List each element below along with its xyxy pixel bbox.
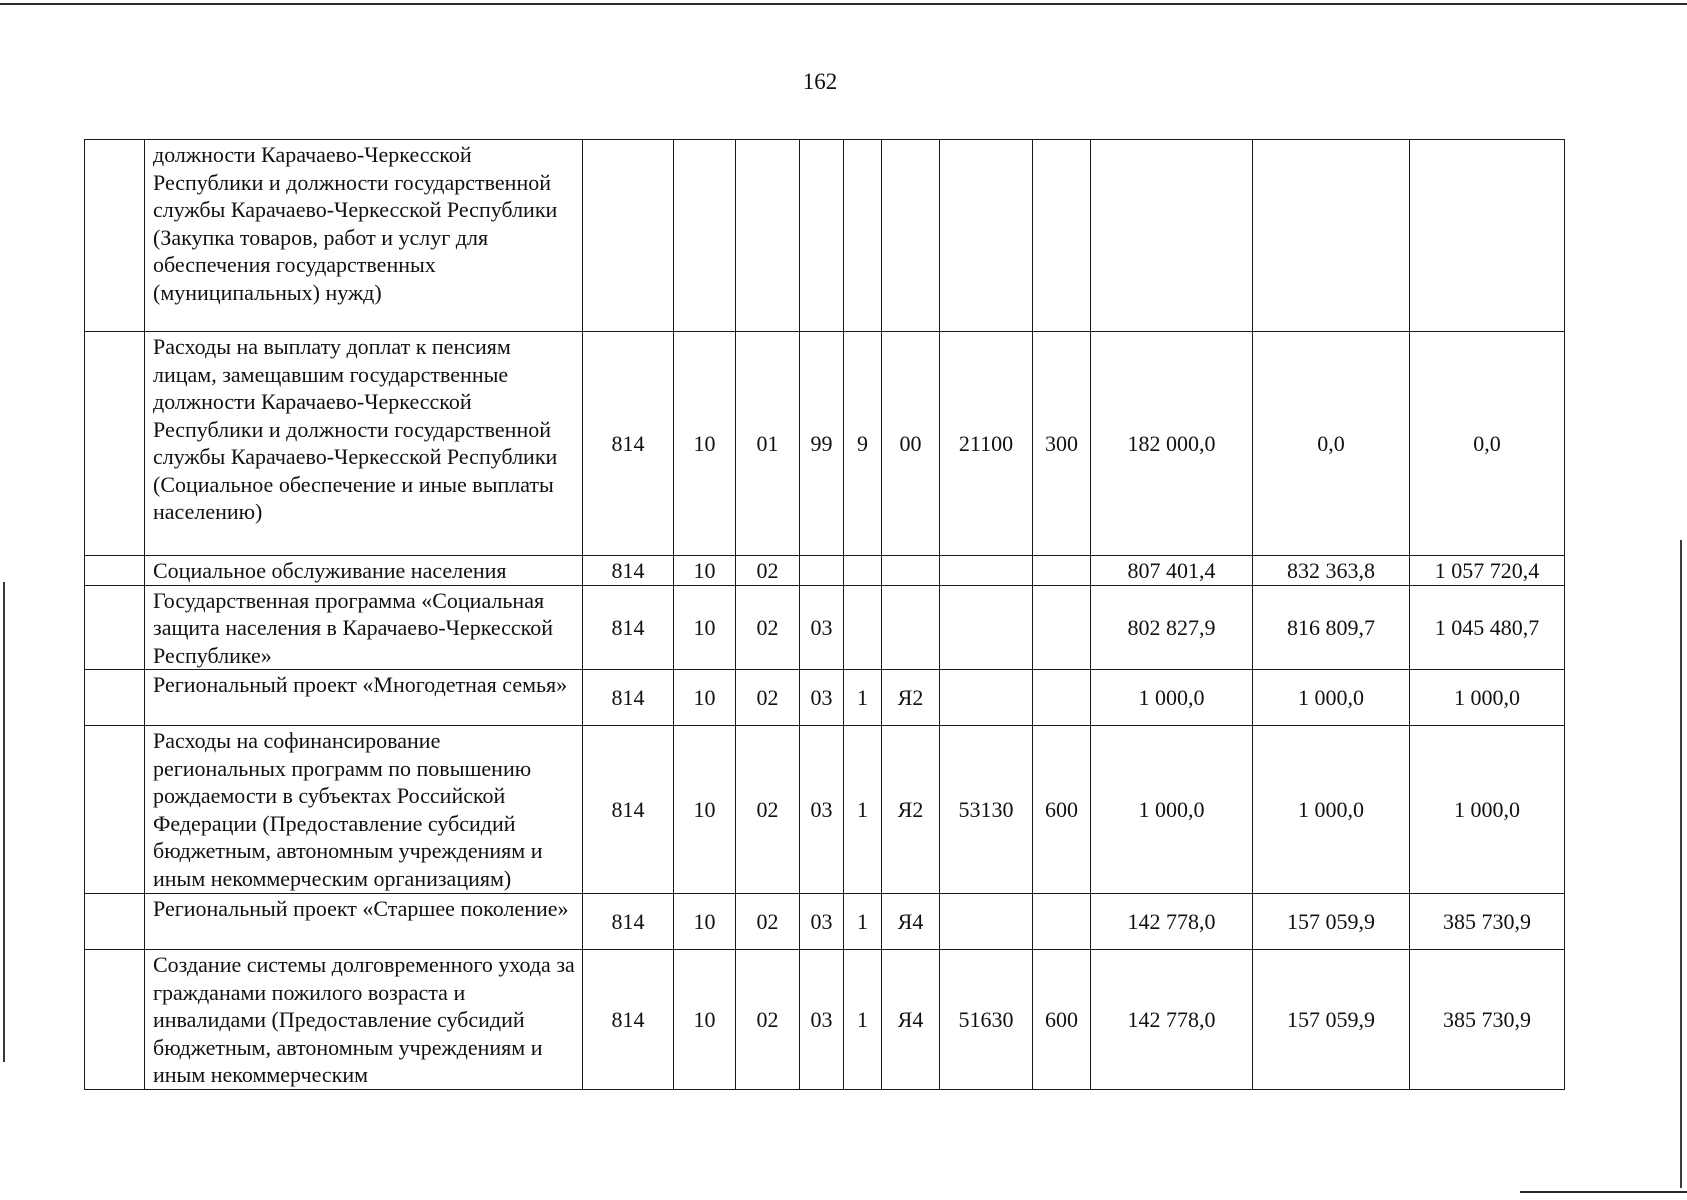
- item-name-cell: Государственная программа «Социальная защита населения в Карачаево-Черкесской Республике»: [145, 585, 583, 670]
- program-code-cell: 03: [800, 670, 844, 726]
- page-number: 162: [802, 69, 838, 94]
- rz-code-cell: 10: [674, 585, 736, 670]
- amount-year1-cell: 142 778,0: [1091, 894, 1253, 950]
- event-code-cell: 00: [882, 332, 940, 556]
- program-code-cell: [800, 556, 844, 586]
- vr-code-cell: 300: [1033, 332, 1091, 556]
- amount-year1-cell: 1 000,0: [1091, 726, 1253, 894]
- subprogram-code-cell: 1: [844, 950, 882, 1090]
- subprogram-code-cell: [844, 140, 882, 332]
- gr-code-cell: 814: [583, 950, 674, 1090]
- table-row: [85, 950, 1565, 1090]
- item-name-cell: Создание системы долговременного ухода за гражданами пожилого возраста и инвалидами (Предоставление субсидий бюджетным, автономным учреждениям и иным некоммерческим: [145, 950, 583, 1090]
- amount-year1-cell: 182 000,0: [1091, 332, 1253, 556]
- item-name-cell: Расходы на выплату доплат к пенсиям лицам, замещавшим государственные должности Карачаево-Черкесской Республики и должности государственной службы Карачаево-Черкесской Республики (Социальное обеспечение и иные выплаты населению): [145, 332, 583, 556]
- amount-year2-cell: [1253, 140, 1410, 332]
- direction-code-cell: 51630: [940, 950, 1033, 1090]
- rz-code-cell: 10: [674, 670, 736, 726]
- pr-code-cell: 02: [736, 585, 800, 670]
- gr-code-cell: 814: [583, 556, 674, 586]
- direction-code-cell: [940, 670, 1033, 726]
- event-code-cell: [882, 585, 940, 670]
- amount-year1-cell: 142 778,0: [1091, 950, 1253, 1090]
- row-number-cell: [85, 726, 145, 894]
- vr-code-cell: [1033, 670, 1091, 726]
- scan-edge-top: [0, 3, 1687, 5]
- rz-code-cell: 10: [674, 726, 736, 894]
- vr-code-cell: 600: [1033, 726, 1091, 894]
- item-name-cell: Региональный проект «Многодетная семья»: [145, 670, 583, 726]
- gr-code-cell: [583, 140, 674, 332]
- row-number-cell: [85, 140, 145, 332]
- amount-year2-cell: 157 059,9: [1253, 950, 1410, 1090]
- row-number-cell: [85, 670, 145, 726]
- direction-code-cell: [940, 894, 1033, 950]
- pr-code-cell: 01: [736, 332, 800, 556]
- row-number-cell: [85, 950, 145, 1090]
- amount-year3-cell: 1 045 480,7: [1410, 585, 1565, 670]
- program-code-cell: 99: [800, 332, 844, 556]
- table-row: [85, 670, 1565, 726]
- table-row: [85, 585, 1565, 670]
- program-code-cell: 03: [800, 950, 844, 1090]
- rz-code-cell: 10: [674, 894, 736, 950]
- vr-code-cell: [1033, 585, 1091, 670]
- amount-year3-cell: [1410, 140, 1565, 332]
- rz-code-cell: 10: [674, 556, 736, 586]
- item-name-cell: должности Карачаево-Черкесской Республики и должности государственной службы Карачаево-Черкесской Республики (Закупка товаров, работ и услуг для обеспечения государственных (муниципальных) нужд): [145, 140, 583, 332]
- pr-code-cell: 02: [736, 726, 800, 894]
- amount-year2-cell: 157 059,9: [1253, 894, 1410, 950]
- program-code-cell: [800, 140, 844, 332]
- subprogram-code-cell: [844, 585, 882, 670]
- event-code-cell: [882, 556, 940, 586]
- direction-code-cell: [940, 585, 1033, 670]
- rz-code-cell: 10: [674, 950, 736, 1090]
- amount-year2-cell: 1 000,0: [1253, 726, 1410, 894]
- program-code-cell: 03: [800, 585, 844, 670]
- row-number-cell: [85, 585, 145, 670]
- item-name-cell: Расходы на софинансирование региональных программ по повышению рождаемости в субъектах Российской Федерации (Предоставление субсидий бюджетным, автономным учреждениям и иным некоммерческим организациям): [145, 726, 583, 894]
- amount-year2-cell: 816 809,7: [1253, 585, 1410, 670]
- table-row: [85, 140, 1565, 332]
- amount-year1-cell: 802 827,9: [1091, 585, 1253, 670]
- amount-year3-cell: 385 730,9: [1410, 894, 1565, 950]
- subprogram-code-cell: 1: [844, 894, 882, 950]
- scan-edge-bottom: [1520, 1191, 1687, 1193]
- event-code-cell: Я4: [882, 950, 940, 1090]
- vr-code-cell: [1033, 894, 1091, 950]
- gr-code-cell: 814: [583, 726, 674, 894]
- table-row: [85, 726, 1565, 894]
- row-number-cell: [85, 894, 145, 950]
- direction-code-cell: 53130: [940, 726, 1033, 894]
- amount-year1-cell: 1 000,0: [1091, 670, 1253, 726]
- item-name-cell: Социальное обслуживание населения: [145, 556, 583, 586]
- row-number-cell: [85, 556, 145, 586]
- amount-year3-cell: 1 000,0: [1410, 670, 1565, 726]
- amount-year2-cell: 1 000,0: [1253, 670, 1410, 726]
- item-name-cell: Региональный проект «Старшее поколение»: [145, 894, 583, 950]
- gr-code-cell: 814: [583, 670, 674, 726]
- amount-year3-cell: 1 057 720,4: [1410, 556, 1565, 586]
- direction-code-cell: [940, 556, 1033, 586]
- subprogram-code-cell: 1: [844, 726, 882, 894]
- event-code-cell: Я2: [882, 670, 940, 726]
- amount-year3-cell: 385 730,9: [1410, 950, 1565, 1090]
- amount-year3-cell: 1 000,0: [1410, 726, 1565, 894]
- vr-code-cell: [1033, 140, 1091, 332]
- rz-code-cell: 10: [674, 332, 736, 556]
- pr-code-cell: 02: [736, 556, 800, 586]
- amount-year3-cell: 0,0: [1410, 332, 1565, 556]
- table-row: [85, 894, 1565, 950]
- program-code-cell: 03: [800, 894, 844, 950]
- amount-year1-cell: [1091, 140, 1253, 332]
- pr-code-cell: 02: [736, 894, 800, 950]
- table-row: [85, 332, 1565, 556]
- event-code-cell: Я4: [882, 894, 940, 950]
- budget-table: [84, 139, 1565, 1090]
- event-code-cell: Я2: [882, 726, 940, 894]
- rz-code-cell: [674, 140, 736, 332]
- vr-code-cell: 600: [1033, 950, 1091, 1090]
- vr-code-cell: [1033, 556, 1091, 586]
- gr-code-cell: 814: [583, 585, 674, 670]
- amount-year1-cell: 807 401,4: [1091, 556, 1253, 586]
- amount-year2-cell: 832 363,8: [1253, 556, 1410, 586]
- subprogram-code-cell: 1: [844, 670, 882, 726]
- pr-code-cell: 02: [736, 670, 800, 726]
- pr-code-cell: [736, 140, 800, 332]
- table-row: [85, 556, 1565, 586]
- subprogram-code-cell: [844, 556, 882, 586]
- gr-code-cell: 814: [583, 894, 674, 950]
- direction-code-cell: 21100: [940, 332, 1033, 556]
- direction-code-cell: [940, 140, 1033, 332]
- subprogram-code-cell: 9: [844, 332, 882, 556]
- scan-edge-right: [1680, 540, 1682, 1188]
- pr-code-cell: 02: [736, 950, 800, 1090]
- event-code-cell: [882, 140, 940, 332]
- gr-code-cell: 814: [583, 332, 674, 556]
- scan-edge-left: [3, 582, 5, 1062]
- program-code-cell: 03: [800, 726, 844, 894]
- amount-year2-cell: 0,0: [1253, 332, 1410, 556]
- row-number-cell: [85, 332, 145, 556]
